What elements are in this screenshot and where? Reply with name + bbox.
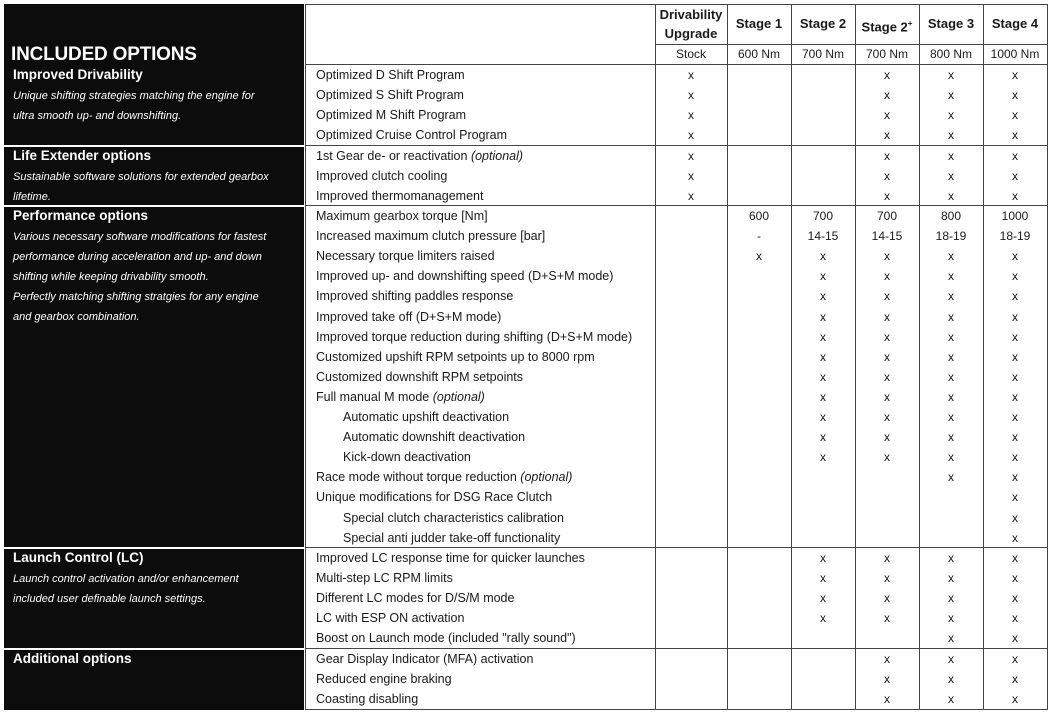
table-cell-stage4: x: [1012, 611, 1018, 626]
table-cell-stage3: x: [948, 169, 954, 184]
feature-row-label: [316, 307, 501, 327]
table-cell-stage2: x: [820, 249, 826, 264]
table-cell-stage3: x: [948, 652, 954, 666]
table-cell-stage2: 14-15: [807, 229, 839, 244]
feature-row-label: [343, 407, 509, 427]
column-separator: [727, 4, 728, 710]
feature-row-label: [316, 186, 483, 206]
feature-row-label: [316, 327, 632, 347]
feature-row-label: [343, 508, 564, 528]
table-cell-stage2p: x: [884, 591, 890, 606]
feature-label-text: Customized downshift RPM setpoints: [316, 369, 524, 384]
table-cell-stage4: x: [1012, 149, 1018, 163]
feature-label-text: Kick-down deactivation: [343, 450, 471, 465]
feature-label-text: 1st Gear de- or reactivation: [316, 149, 471, 163]
table-cell-stage4: x: [1012, 692, 1018, 707]
section-title: Launch Control (LC): [13, 550, 144, 565]
table-cell-stage3: x: [948, 189, 954, 204]
feature-label-text: Multi-step LC RPM limits: [316, 571, 453, 586]
table-cell-stage4: x: [1012, 369, 1018, 384]
feature-row-label: [316, 105, 466, 125]
table-cell-stage2p: x: [884, 249, 890, 264]
table-cell-drivability: x: [688, 68, 694, 82]
column-header-stage1: [727, 14, 791, 33]
table-cell-stage4: x: [1012, 128, 1018, 143]
table-cell-stage4: 1000: [1001, 209, 1029, 223]
column-header-drivability: Drivability Upgrade: [659, 7, 723, 41]
table-cell-stage4: x: [1012, 309, 1018, 324]
table-cell-stage3: x: [948, 108, 954, 123]
table-cell-stage3: x: [948, 470, 954, 485]
table-cell-stage2: x: [820, 289, 826, 304]
feature-row-label: [316, 467, 572, 487]
table-cell-stage2p: x: [884, 551, 890, 565]
table-cell-stage4: x: [1012, 249, 1018, 264]
table-cell-stage2p: x: [884, 108, 890, 123]
section-description-line: Perfectly matching shifting stratgies for any engine: [13, 291, 259, 304]
section-description-line: Unique shifting strategies matching the engine for: [13, 90, 255, 102]
feature-label-text: Special anti judder take-off functionality: [343, 530, 561, 545]
table-cell-stage2: x: [820, 551, 826, 565]
table-cell-stage2p: x: [884, 269, 890, 284]
section-description: [13, 227, 299, 327]
column-header-label: Stage 1: [735, 16, 783, 31]
table-cell-stage2: 700: [812, 209, 834, 223]
feature-row-label: [316, 649, 533, 669]
feature-label-text: Improved take off (D+S+M mode): [316, 309, 502, 324]
section-description-line: Various necessary software modifications for fastest: [13, 231, 267, 243]
feature-row-label: [316, 588, 514, 608]
feature-label-text: Optimized M Shift Program: [316, 108, 467, 123]
table-cell-stage2: x: [820, 309, 826, 324]
table-cell-stage3: x: [948, 369, 954, 384]
feature-label-text: Race mode without torque reduction: [316, 470, 521, 485]
table-cell-stage2: x: [820, 410, 826, 424]
table-cell-stage2: x: [820, 571, 826, 586]
table-cell-stage2p: x: [884, 389, 890, 404]
feature-row-label: [316, 266, 613, 286]
table-cell-stage3: x: [948, 269, 954, 284]
table-cell-stage3: x: [948, 149, 954, 163]
column-header-label: Stage 2: [861, 19, 908, 35]
table-cell-stage3: x: [948, 249, 954, 264]
section-description: [13, 86, 299, 126]
feature-row-label: [316, 487, 552, 507]
section-title: Improved Drivability: [13, 67, 143, 82]
table-cell-stage3: x: [948, 329, 954, 344]
feature-row-label: [343, 528, 560, 548]
feature-row-label: [316, 608, 464, 628]
table-cell-stage4: x: [1012, 530, 1018, 545]
table-cell-stage1: x: [756, 249, 762, 264]
column-separator: [1047, 4, 1048, 710]
table-cell-stage4: x: [1012, 430, 1018, 445]
feature-row-label: [316, 367, 523, 387]
feature-label-note: (optional): [520, 470, 573, 485]
section-description-line: lifetime.: [13, 191, 51, 204]
section-description-line: ultra smooth up- and downshifting.: [13, 110, 182, 123]
feature-label-text: Automatic downshift deactivation: [343, 430, 526, 445]
table-cell-stage2p: x: [884, 652, 890, 666]
section-separator: [4, 648, 304, 650]
section-title: Life Extender options: [13, 148, 152, 163]
feature-row-label: [316, 206, 488, 226]
feature-label-text: Improved shifting paddles response: [316, 289, 514, 304]
section-description-line: shifting while keeping drivability smooth.: [13, 271, 209, 284]
feature-label-text: Optimized D Shift Program: [316, 68, 465, 82]
table-cell-stage4: x: [1012, 672, 1018, 687]
table-cell-stage1: -: [757, 229, 761, 244]
feature-row-label: [316, 166, 447, 186]
table-cell-stage3: x: [948, 631, 954, 646]
feature-row-label: [316, 125, 507, 145]
table-cell-stage2p: 700: [876, 209, 898, 223]
table-cell-stage2p: x: [884, 410, 890, 424]
column-header-label: Stage 3: [927, 16, 975, 31]
feature-label-text: Improved up- and downshifting speed (D+S+M mode): [316, 269, 614, 284]
feature-row-label: [316, 286, 513, 306]
table-cell-stage4: x: [1012, 289, 1018, 304]
feature-label-text: Improved clutch cooling: [316, 169, 448, 184]
column-header-stage3: [919, 14, 983, 33]
table-cell-stage3: x: [948, 128, 954, 143]
table-cell-stage4: x: [1012, 108, 1018, 123]
table-cell-drivability: x: [688, 128, 694, 143]
feature-row-label: [316, 689, 418, 709]
table-cell-stage3: x: [948, 571, 954, 586]
table-cell-stage2: x: [820, 611, 826, 626]
table-cell-stage4: x: [1012, 450, 1018, 465]
feature-label-text: Gear Display Indicator (MFA) activation: [316, 652, 534, 666]
section-description-line: Sustainable software solutions for extended gearbox: [13, 171, 269, 183]
table-cell-stage3: x: [948, 389, 954, 404]
column-subheader-stage4: 1000 Nm: [990, 47, 1040, 61]
table-cell-stage3: x: [948, 88, 954, 103]
table-cell-stage1: 600: [748, 209, 770, 223]
feature-label-text: Improved thermomanagement: [316, 189, 484, 204]
table-cell-stage2p: x: [884, 309, 890, 324]
table-cell-stage2p: x: [884, 88, 890, 103]
feature-row-label: [316, 669, 452, 689]
table-cell-stage2p: x: [884, 149, 890, 163]
feature-label-text: Full manual M mode: [316, 389, 433, 404]
feature-row-label: [316, 347, 595, 367]
table-cell-stage3: 18-19: [935, 229, 967, 244]
table-cell-stage4: 18-19: [999, 229, 1031, 244]
column-subheader-stage2p: 700 Nm: [865, 47, 909, 61]
table-cell-stage2p: x: [884, 571, 890, 586]
table-cell-stage3: 800: [940, 209, 962, 223]
table-cell-drivability: x: [688, 88, 694, 103]
table-cell-stage4: x: [1012, 88, 1018, 103]
table-cell-stage4: x: [1012, 591, 1018, 606]
table-cell-drivability: x: [688, 149, 694, 163]
table-cell-stage3: x: [948, 450, 954, 465]
column-header-stage2: [791, 14, 855, 33]
table-cell-stage3: x: [948, 430, 954, 445]
table-cell-stage4: x: [1012, 189, 1018, 204]
subheader-top-line: [655, 44, 1047, 45]
column-header-stage2p: [855, 14, 919, 36]
table-cell-stage2: x: [820, 389, 826, 404]
table-cell-stage2p: x: [884, 189, 890, 204]
feature-label-text: Special clutch characteristics calibration: [343, 510, 564, 525]
table-cell-stage3: x: [948, 611, 954, 626]
table-cell-stage4: x: [1012, 551, 1018, 565]
feature-row-label: [316, 146, 523, 166]
feature-row-label: [316, 628, 576, 648]
feature-label-text: Unique modifications for DSG Race Clutch: [316, 490, 553, 505]
table-cell-stage2p: x: [884, 68, 890, 82]
table-cell-stage2p: x: [884, 329, 890, 344]
table-cell-stage2p: x: [884, 450, 890, 465]
column-header-label: Stage 4: [991, 16, 1039, 31]
feature-row-label: [316, 548, 585, 568]
table-cell-stage2p: x: [884, 611, 890, 626]
feature-row-label: [316, 65, 465, 85]
column-subheader-stage1: 600 Nm: [737, 47, 781, 61]
feature-label-text: Maximum gearbox torque [Nm]: [316, 209, 488, 223]
section-title: Additional options: [13, 651, 132, 666]
feature-label-text: Improved LC response time for quicker launches: [316, 551, 585, 565]
table-cell-stage4: x: [1012, 510, 1018, 525]
table-cell-stage4: x: [1012, 631, 1018, 646]
table-cell-stage2: x: [820, 349, 826, 364]
table-cell-stage4: x: [1012, 571, 1018, 586]
feature-label-text: Necessary torque limiters raised: [316, 249, 495, 264]
table-cell-stage3: x: [948, 551, 954, 565]
section-separator: [4, 145, 304, 147]
table-cell-stage3: x: [948, 692, 954, 707]
feature-label-text: Boost on Launch mode (included "rally sound"): [316, 631, 576, 646]
feature-row-label: [343, 427, 525, 447]
feature-row-label: [316, 387, 485, 407]
feature-row-label: [343, 447, 471, 467]
feature-row-label: [316, 568, 453, 588]
section-description: [13, 167, 299, 207]
feature-label-note: (optional): [432, 389, 485, 404]
table-cell-stage4: x: [1012, 410, 1018, 424]
table-cell-stage2p: x: [884, 430, 890, 445]
table-cell-stage3: x: [948, 68, 954, 82]
table-cell-stage2: x: [820, 450, 826, 465]
feature-label-text: Customized upshift RPM setpoints up to 8000 rpm: [316, 349, 595, 364]
table-cell-stage2p: x: [884, 169, 890, 184]
section-description-line: Launch control activation and/or enhancement: [13, 573, 239, 585]
table-cell-drivability: x: [688, 189, 694, 204]
table-cell-stage4: x: [1012, 169, 1018, 184]
table-cell-stage3: x: [948, 349, 954, 364]
table-cell-stage3: x: [948, 289, 954, 304]
feature-label-text: Reduced engine braking: [316, 672, 452, 687]
table-cell-stage4: x: [1012, 68, 1018, 82]
table-cell-stage2p: x: [884, 672, 890, 687]
table-cell-drivability: x: [688, 108, 694, 123]
table-cell-stage2p: x: [884, 289, 890, 304]
table-cell-stage3: x: [948, 591, 954, 606]
feature-label-note: (optional): [470, 149, 524, 163]
table-cell-stage2: x: [820, 591, 826, 606]
section-description-line: performance during acceleration and up- and down: [13, 251, 262, 264]
column-subheader-stage3: 800 Nm: [929, 47, 973, 61]
included-options-heading: INCLUDED OPTIONS: [11, 44, 197, 65]
table-cell-stage4: x: [1012, 490, 1018, 505]
table-cell-stage4: x: [1012, 349, 1018, 364]
column-header-stage4: [983, 14, 1047, 33]
table-cell-stage4: x: [1012, 269, 1018, 284]
feature-label-text: Different LC modes for D/S/M mode: [316, 591, 515, 606]
column-header-label: Stage 2: [799, 16, 847, 31]
section-description-line: included user definable launch settings.: [13, 593, 206, 606]
section-description-line: and gearbox combination.: [13, 311, 140, 324]
table-cell-stage4: x: [1012, 470, 1018, 485]
table-cell-drivability: x: [688, 169, 694, 184]
table-cell-stage2: x: [820, 329, 826, 344]
feature-label-text: LC with ESP ON activation: [316, 611, 465, 626]
feature-row-label: [316, 85, 464, 105]
table-cell-stage2p: x: [884, 128, 890, 143]
table-left-border: [305, 4, 306, 710]
section-description: [13, 569, 299, 609]
table-cell-stage2p: x: [884, 369, 890, 384]
section-separator: [4, 547, 304, 549]
table-cell-stage2: x: [820, 369, 826, 384]
feature-label-text: Coasting disabling: [316, 692, 419, 707]
section-separator: [4, 205, 304, 207]
feature-label-text: Optimized S Shift Program: [316, 88, 464, 103]
table-cell-stage2: x: [820, 430, 826, 445]
table-cell-stage4: x: [1012, 389, 1018, 404]
feature-row-label: [316, 246, 495, 266]
table-cell-stage2: x: [820, 269, 826, 284]
section-title: Performance options: [13, 208, 149, 223]
column-subheader-stage2: 700 Nm: [801, 47, 845, 61]
column-header-superscript: +: [907, 19, 913, 28]
feature-row-label: [316, 226, 545, 246]
table-cell-stage3: x: [948, 672, 954, 687]
feature-label-text: Optimized Cruise Control Program: [316, 128, 508, 143]
table-cell-stage2p: x: [884, 692, 890, 707]
table-cell-stage2p: x: [884, 349, 890, 364]
table-cell-stage3: x: [948, 309, 954, 324]
feature-label-text: Improved torque reduction during shifting (D+S+M mode): [316, 329, 633, 344]
table-cell-stage2p: 14-15: [871, 229, 903, 244]
column-subheader-drivability: Stock: [675, 47, 706, 61]
table-cell-stage4: x: [1012, 329, 1018, 344]
feature-label-text: Increased maximum clutch pressure [bar]: [316, 229, 546, 244]
table-cell-stage3: x: [948, 410, 954, 424]
table-cell-stage4: x: [1012, 652, 1018, 666]
feature-label-text: Automatic upshift deactivation: [343, 410, 510, 424]
